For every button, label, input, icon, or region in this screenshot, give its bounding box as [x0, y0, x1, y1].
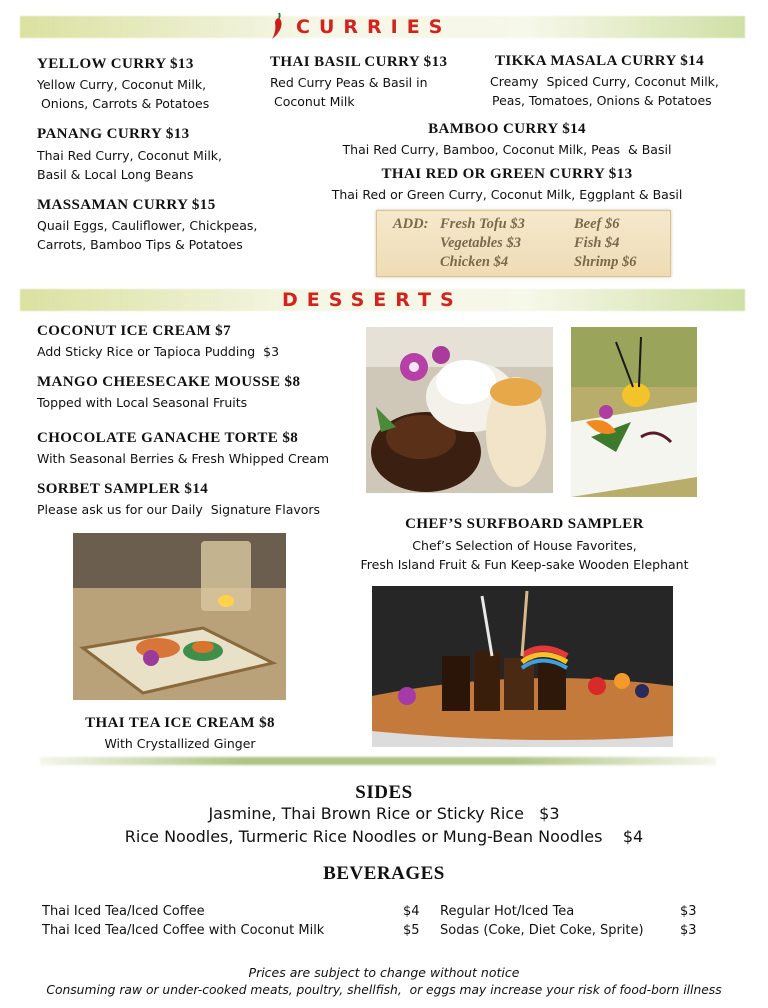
chili-pepper-icon [270, 12, 286, 40]
bamboo-curry-name: BAMBOO CURRY $14 [428, 121, 586, 137]
beverages-heading: BEVERAGES [323, 863, 445, 884]
thai-basil-curry-desc-1: Red Curry Peas & Basil in [270, 75, 428, 90]
dessert-photo-ice-cream [366, 327, 553, 493]
chefs-surfboard-sampler-desc-2: Fresh Island Fruit & Fun Keep-sake Wooden Elephant [360, 557, 689, 572]
beverage-thai-iced-tea-price: $4 [403, 904, 420, 919]
coconut-ice-cream-desc: Add Sticky Rice or Tapioca Pudding $3 [37, 344, 280, 359]
chocolate-ganache-torte-name: CHOCOLATE GANACHE TORTE $8 [37, 430, 299, 446]
desserts-heading: DESSERTS [282, 289, 463, 311]
beverage-sodas-price: $3 [680, 923, 697, 938]
beverage-thai-iced-tea-name: Thai Iced Tea/Iced Coffee [42, 904, 205, 919]
add-on-shrimp: Shrimp $6 [574, 254, 637, 270]
beverage-regular-tea-name: Regular Hot/Iced Tea [440, 904, 575, 919]
chefs-surfboard-sampler-name: CHEF’S SURFBOARD SAMPLER [405, 516, 644, 532]
dessert-photo-mango-mousse [571, 327, 697, 497]
panang-curry-name: PANANG CURRY $13 [37, 126, 190, 142]
add-on-fish: Fish $4 [574, 235, 620, 251]
chefs-surfboard-sampler-desc-1: Chef’s Selection of House Favorites, [412, 538, 637, 553]
section-divider [40, 757, 716, 765]
dessert-photo-thai-tea-ice-cream [73, 533, 286, 700]
thai-tea-ice-cream-desc: With Crystallized Ginger [104, 736, 256, 751]
tikka-masala-curry-desc-2: Peas, Tomatoes, Onions & Potatoes [492, 93, 712, 108]
panang-curry-desc-1: Thai Red Curry, Coconut Milk, [37, 148, 222, 163]
massaman-curry-desc-1: Quail Eggs, Cauliflower, Chickpeas, [37, 218, 258, 233]
add-on-chicken: Chicken $4 [440, 254, 509, 270]
massaman-curry-desc-2: Carrots, Bamboo Tips & Potatoes [37, 237, 243, 252]
footer-price-notice: Prices are subject to change without notice [248, 965, 520, 980]
add-on-beef: Beef $6 [574, 216, 620, 232]
add-on-fresh-tofu: Fresh Tofu $3 [440, 216, 525, 232]
chocolate-ganache-torte-desc: With Seasonal Berries & Fresh Whipped Cream [37, 451, 330, 466]
thai-red-green-curry-desc: Thai Red or Green Curry, Coconut Milk, Eggplant & Basil [331, 187, 683, 202]
beverage-thai-iced-tea-coconut-name: Thai Iced Tea/Iced Coffee with Coconut Milk [42, 923, 325, 938]
dessert-photo-surfboard-sampler [372, 586, 673, 747]
beverage-sodas-name: Sodas (Coke, Diet Coke, Sprite) [440, 923, 644, 938]
massaman-curry-name: MASSAMAN CURRY $15 [37, 197, 216, 213]
thai-basil-curry-desc-2: Coconut Milk [270, 94, 355, 109]
coconut-ice-cream-name: COCONUT ICE CREAM $7 [37, 323, 231, 339]
panang-curry-desc-2: Basil & Local Long Beans [37, 167, 194, 182]
mango-cheesecake-mousse-desc: Topped with Local Seasonal Fruits [37, 395, 248, 410]
add-on-vegetables: Vegetables $3 [440, 235, 521, 251]
add-ons-label: ADD: [393, 216, 429, 232]
sides-noodles-line: Rice Noodles, Turmeric Rice Noodles or Mung-Bean Noodles $4 [124, 827, 644, 846]
yellow-curry-desc-2: Onions, Carrots & Potatoes [37, 96, 210, 111]
yellow-curry-desc-1: Yellow Curry, Coconut Milk, [37, 77, 207, 92]
tikka-masala-curry-desc-1: Creamy Spiced Curry, Coconut Milk, [490, 74, 719, 89]
tikka-masala-curry-name: TIKKA MASALA CURRY $14 [495, 53, 704, 69]
sorbet-sampler-name: SORBET SAMPLER $14 [37, 481, 209, 497]
curries-heading: CURRIES [296, 16, 452, 38]
beverage-thai-iced-tea-coconut-price: $5 [403, 923, 420, 938]
bamboo-curry-desc: Thai Red Curry, Bamboo, Coconut Milk, Peas & Basil [342, 142, 672, 157]
yellow-curry-name: YELLOW CURRY $13 [37, 56, 194, 72]
sorbet-sampler-desc: Please ask us for our Daily Signature Flavors [37, 502, 321, 517]
thai-red-green-curry-name: THAI RED OR GREEN CURRY $13 [381, 166, 633, 182]
mango-cheesecake-mousse-name: MANGO CHEESECAKE MOUSSE $8 [37, 374, 301, 390]
thai-tea-ice-cream-name: THAI TEA ICE CREAM $8 [85, 715, 275, 731]
sides-rice-line: Jasmine, Thai Brown Rice or Sticky Rice $3 [208, 804, 560, 823]
footer-health-warning: Consuming raw or under-cooked meats, poultry, shellfish, or eggs may increase your risk of food-born illness [46, 983, 722, 997]
sides-heading: SIDES [355, 782, 413, 803]
thai-basil-curry-name: THAI BASIL CURRY $13 [270, 54, 448, 70]
beverage-regular-tea-price: $3 [680, 904, 697, 919]
